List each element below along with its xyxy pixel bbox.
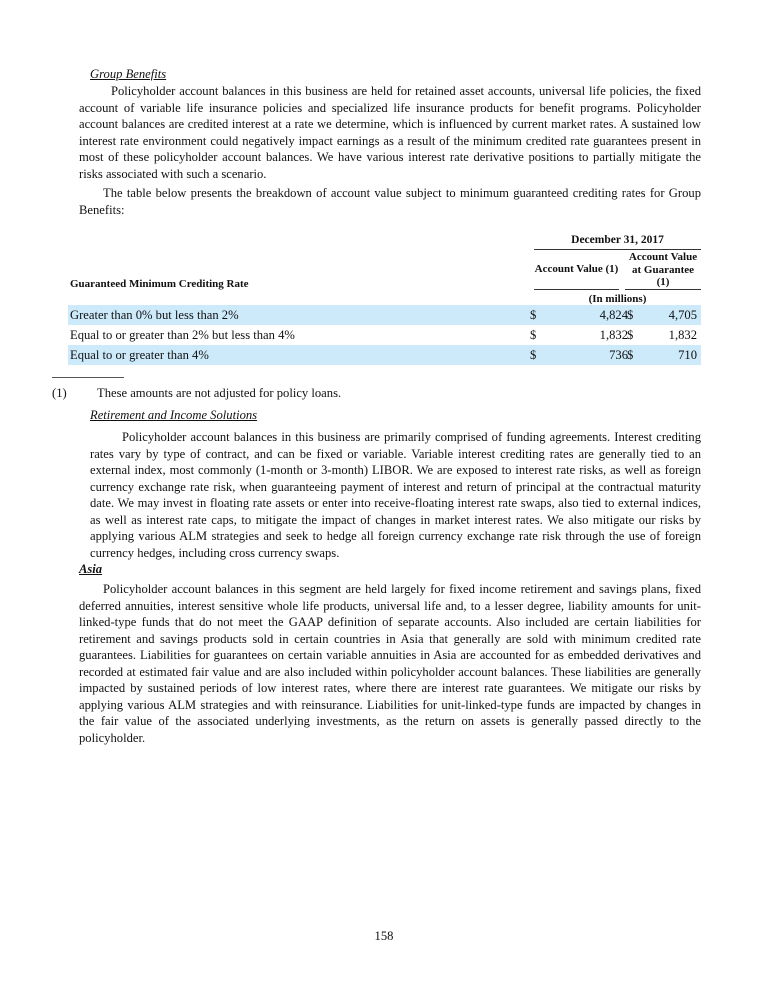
currency-symbol: $ xyxy=(530,328,537,342)
retirement-paragraph: Policyholder account balances in this business are primarily comprised of funding agreements. Interest crediting rates vary by type of contract, and can be fixed or variable. Variable interest crediting rates are generally tied to an external index, most commonly (1-month or 3-month) LIBOR. We are exposed to interest rate risks, as well as foreign currency exchange rate risk, when guaranteeing payment of interest and return of principal at the contractual maturity date. We may invest in floating rate assets or enter into receive-floating interest rate swaps, also tied to external indices, as well as interest rate caps, to mitigate the impact of changes in market interest rates. We also mitigate our risks by applying various ALM strategies and seek to hedge all foreign currency exchange rate risk through the use of foreign currency hedges, including cross currency swaps. xyxy=(90,430,701,560)
row-header: Guaranteed Minimum Crediting Rate xyxy=(70,278,249,290)
table-intro-paragraph: The table below presents the breakdown of account value subject to minimum guaranteed crediting rates for Group Benefits: xyxy=(79,186,701,217)
currency-symbol: $ xyxy=(627,308,634,322)
account-value: 4,824 xyxy=(599,308,628,322)
group-benefits-heading: Group Benefits xyxy=(90,67,167,81)
account-value: 736 xyxy=(609,348,628,362)
asia-heading: Asia xyxy=(79,562,103,576)
footnote-divider xyxy=(52,377,124,378)
row-label: Equal to or greater than 4% xyxy=(70,348,209,362)
table-row xyxy=(68,345,701,365)
retirement-heading: Retirement and Income Solutions xyxy=(90,408,258,422)
footnote-text: These amounts are not adjusted for policy loans. xyxy=(97,386,342,400)
footnote-marker: (1) xyxy=(52,386,67,400)
currency-symbol: $ xyxy=(530,308,537,322)
account-value-at-guarantee: 1,832 xyxy=(668,328,697,342)
table-row xyxy=(68,305,701,325)
asia-paragraph: Policyholder account balances in this segment are held largely for fixed income retirement and savings plans, fixed deferred annuities, interest sensitive whole life products, universal life and, to a lesser degree, liability amounts for unit-linked-type funds that do not meet the GAAP definition of separate accounts. Also included are certain liabilities for retirement and savings products sold in certain countries in Asia that generally are sold with minimum credited rate guarantees. Liabilities for guarantees on certain variable annuities in Asia are accounted for as embedded derivatives and recorded at estimated fair value and are also included within policyholder account balances. These liabilities are generally impacted by sustained periods of low interest rates, where there are interest rate guarantees. We mitigate our risks by applying various ALM strategies and with reinsurance. Liabilities for unit-linked-type funds are impacted by changes in the fair value of the associated underlying investments, as the return on assets is generally passed directly to the policyholder. xyxy=(79,582,701,745)
page-number: 158 xyxy=(374,929,394,943)
currency-symbol: $ xyxy=(627,348,634,362)
account-value-header: Account Value (1) xyxy=(534,263,619,290)
account-value: 1,832 xyxy=(599,328,628,342)
group-benefits-paragraph: Policyholder account balances in this business are held for retained asset accounts, universal life policies, the fixed account of variable life insurance policies and specialized life insurance products for benefit programs. Policyholder account balances are credited interest at a rate we determine, which is influenced by current market rates. A sustained low interest rate environment could negatively impact earnings as a result of the minimum credited rate guarantees present in most of these policyholder account balances. We have various interest rate derivative positions to partially mitigate the risks associated with such a scenario. xyxy=(79,84,701,181)
account-value-at-guarantee: 4,705 xyxy=(668,308,697,322)
units-label: (In millions) xyxy=(588,293,647,305)
account-value-at-guarantee: 710 xyxy=(678,348,697,362)
currency-symbol: $ xyxy=(627,328,634,342)
date-column-header: December 31, 2017 xyxy=(534,232,701,250)
row-label: Greater than 0% but less than 2% xyxy=(70,308,239,322)
row-label: Equal to or greater than 2% but less than 4% xyxy=(70,328,295,342)
account-value-at-guarantee-header: Account Value at Guarantee (1) xyxy=(625,251,701,290)
table-row xyxy=(68,325,701,345)
currency-symbol: $ xyxy=(530,348,537,362)
